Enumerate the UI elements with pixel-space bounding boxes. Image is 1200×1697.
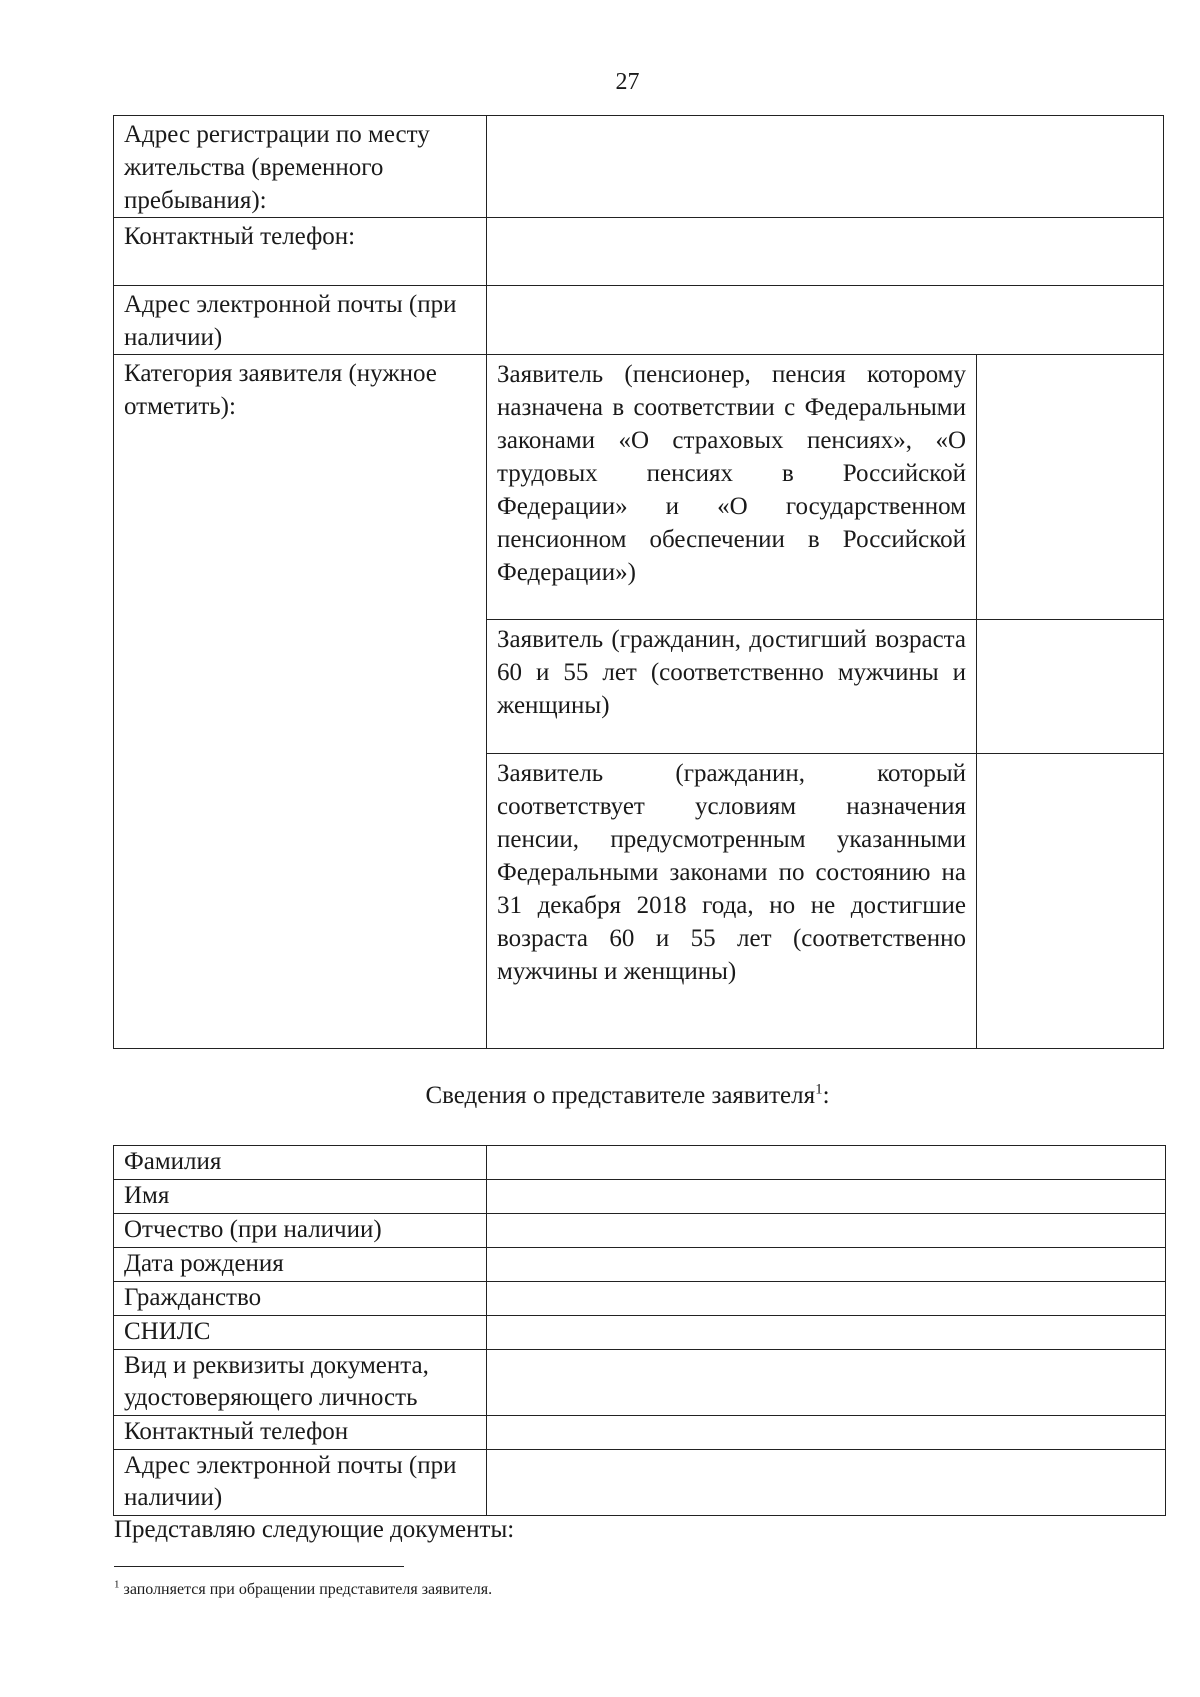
rep-row-name <box>114 1180 1166 1214</box>
page-number: 27 <box>615 69 640 95</box>
footnote-text: заполняется при обращении представителя заявителя. <box>123 1581 493 1598</box>
rep-row-surname <box>114 1146 1166 1180</box>
rep-label-snils: СНИЛС <box>114 1316 487 1350</box>
address-label: Адрес регистрации по месту жительства (временного пребывания): <box>114 116 487 218</box>
address-row <box>114 116 1164 218</box>
documents-list-heading: Представляю следующие документы: <box>114 1516 515 1543</box>
email-label: Адрес электронной почты (при наличии) <box>114 286 487 355</box>
rep-value-patronymic[interactable] <box>487 1214 1166 1248</box>
category-option-3: Заявитель (гражданин, который соответствует условиям назначения пенсии, предусмотренным указанными Федеральными законами по состоянию на 31 декабря 2018 года, но не достигшие возраста 60 и 55 лет (соответственно мужчины и женщины) <box>487 754 977 1049</box>
footnote-reference: 1 <box>815 1081 823 1098</box>
representative-section-title: Сведения о представителе заявителя$^1$: <box>425 1081 830 1109</box>
rep-value-id-document[interactable] <box>487 1350 1166 1416</box>
rep-row-phone <box>114 1416 1166 1450</box>
footnote-divider <box>114 1566 404 1567</box>
category-mark-1[interactable] <box>977 355 1164 620</box>
footnote <box>114 1580 492 1600</box>
category-mark-3[interactable] <box>977 754 1164 1049</box>
rep-value-snils[interactable] <box>487 1316 1166 1350</box>
rep-row-patronymic <box>114 1214 1166 1248</box>
rep-value-phone[interactable] <box>487 1416 1166 1450</box>
category-mark-2[interactable] <box>977 620 1164 754</box>
rep-label-id-document: Вид и реквизиты документа, удостоверяющего личность <box>114 1350 487 1416</box>
rep-value-citizenship[interactable] <box>487 1282 1166 1316</box>
rep-row-id-document <box>114 1350 1166 1416</box>
rep-value-name[interactable] <box>487 1180 1166 1214</box>
rep-label-name: Имя <box>114 1180 487 1214</box>
rep-label-citizenship: Гражданство <box>114 1282 487 1316</box>
representative-table <box>113 1145 1166 1516</box>
applicant-table <box>113 115 1164 1049</box>
rep-value-birthdate[interactable] <box>487 1248 1166 1282</box>
footnote-mark: 1 <box>114 1578 120 1591</box>
rep-label-phone: Контактный телефон <box>114 1416 487 1450</box>
category-option-2: Заявитель (гражданин, достигший возраста 60 и 55 лет (соответственно мужчины и женщины) <box>487 620 977 754</box>
email-value-cell[interactable] <box>487 286 1164 355</box>
category-option-1: Заявитель (пенсионер, пенсия которому назначена в соответствии с Федеральными законами «О страховых пенсиях», «О трудовых пенсиях в Российской Федерации» и «О государственном пенсионном обеспечении в Российской Федерации») <box>487 355 977 620</box>
rep-label-birthdate: Дата рождения <box>114 1248 487 1282</box>
rep-value-email[interactable] <box>487 1450 1166 1516</box>
address-value-cell[interactable] <box>487 116 1164 218</box>
phone-value-cell[interactable] <box>487 218 1164 286</box>
category-label: Категория заявителя (нужное отметить): <box>114 355 487 1049</box>
category-row-1 <box>114 355 1164 620</box>
rep-row-citizenship <box>114 1282 1166 1316</box>
representative-title-text: Сведения о представителе заявителя <box>425 1082 816 1109</box>
email-row <box>114 286 1164 355</box>
rep-label-surname: Фамилия <box>114 1146 487 1180</box>
rep-row-email <box>114 1450 1166 1516</box>
phone-row <box>114 218 1164 286</box>
rep-value-surname[interactable] <box>487 1146 1166 1180</box>
rep-row-snils <box>114 1316 1166 1350</box>
rep-label-patronymic: Отчество (при наличии) <box>114 1214 487 1248</box>
phone-label: Контактный телефон: <box>114 218 487 286</box>
rep-label-email: Адрес электронной почты (при наличии) <box>114 1450 487 1516</box>
rep-row-birthdate <box>114 1248 1166 1282</box>
